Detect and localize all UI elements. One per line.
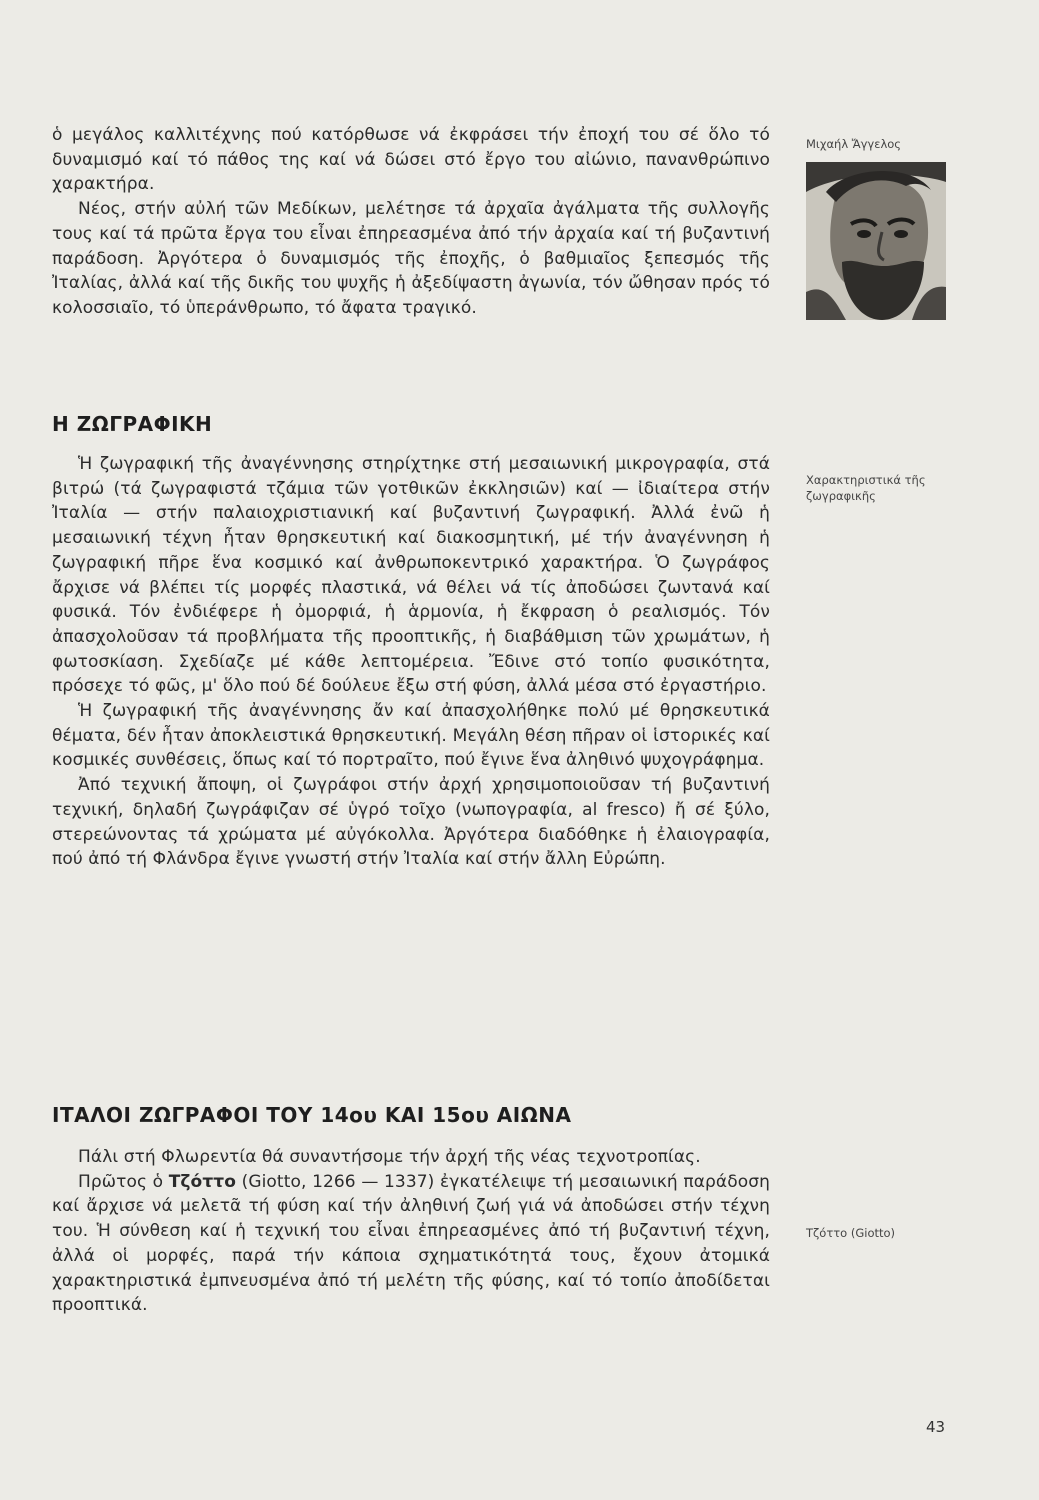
text-block-intro [52, 123, 770, 321]
paragraph: Ἡ ζωγραφική τῆς ἀναγέννησης ἄν καί ἀπασχολήθηκε πολύ μέ θρησκευτικά θέματα, δέν ἦταν ἀποκλειστικά θρησκευτική. Μεγάλη θέση πῆραν οἱ ἱστορικές καί κοσμικές συνθέσεις, ὅπως καί τό πορτραῖτο, πού ἔγινε ἕνα ἀληθινό ψυχογράφημα. [52, 701, 770, 771]
section-heading-italian-painters: ΙΤΑΛΟΙ ΖΩΓΡΑΦΟΙ ΤΟΥ 14ου ΚΑΙ 15ου ΑΙΩΝΑ [52, 1103, 572, 1127]
page-number: 43 [926, 1418, 946, 1436]
paragraph-start: Πρῶτος ὁ [78, 1171, 169, 1192]
portrait-michelangelo [806, 162, 946, 320]
paragraph: ὁ μεγάλος καλλιτέχνης πού κατόρθωσε νά ἐκφράσει τήν ἐποχή του σέ ὅλο τό δυναμισμό καί τό πάθος της καί νά δώσει στό ἔργο του αἰώνιο, πανανθρώπινο χαρακτήρα. [52, 125, 770, 195]
paragraph: Ἡ ζωγραφική τῆς ἀναγέννησης στηρίχτηκε στή μεσαιωνική μικρογραφία, στά βιτρώ (τά ζωγραφιστά τζάμια τῶν γοτθικῶν ἐκκλησιῶν) καί — ἰδιαίτερα στήν Ἰταλία — στήν παλαιοχριστιανική καί βυζαντινή ζωγραφική. Ἀλλά ἐνῶ ἡ μεσαιωνική τέχνη ἦταν θρησκευτική καί διακοσμητική, μέ τήν ἀναγέννηση ἡ ζωγραφική πῆρε ἕνα κοσμικό καί ἀνθρωποκεντρικό χαρακτήρα. Ὁ ζωγράφος ἄρχισε νά βλέπει τίς μορφές πλαστικά, νά θέλει νά τίς ἀποδώσει ζωντανά καί φυσικά. Τόν ἐνδιέφερε ἡ ὀμορφιά, ἡ ἁρμονία, ἡ ἔκφραση ὁ ρεαλισμός. Τόν ἀπασχολοῦσαν τά προβλήματα τῆς προοπτικῆς, ἡ διαβάθμιση τῶν χρωμάτων, ἡ φωτοσκίαση. Σχεδίαζε μέ κάθε λεπτομέρεια. Ἔδινε στό τοπίο φυσικότητα, πρόσεχε τό φῶς, μ' ὅλο πού δέ δούλευε ἔξω στή φύση, ἀλλά μέσα στό ἐργαστήριο. [52, 454, 770, 697]
sidenote-painting-characteristics: Χαρακτηριστικά τῆς ζωγραφικῆς [806, 473, 926, 503]
paragraph [52, 1170, 770, 1318]
portrait-drawing [806, 162, 946, 320]
sidenote-michelangelo: Μιχαήλ Ἄγγελος [806, 137, 902, 151]
paragraph: Ἀπό τεχνική ἄποψη, οἱ ζωγράφοι στήν ἀρχή χρησιμοποιοῦσαν τή βυζαντινή τεχνική, δηλαδή ζωγράφιζαν σέ ὑγρό τοῖχο (νωπογραφία, al fresco) ἤ σέ ξύλο, στερεώνοντας τά χρώματα μέ αὐγόκολλα. Ἀργότερα διαδόθηκε ἡ ἐλαιογραφία, πού ἀπό τή Φλάνδρα ἔγινε γνωστή στήν Ἰταλία καί στήν ἄλλη Εὐρώπη. [52, 775, 770, 870]
text-block-italian-painters [52, 1145, 770, 1318]
sidenote-giotto: Τζόττο (Giotto) [806, 1226, 896, 1240]
paragraph-rest: (Giotto, 1266 — 1337) ἐγκατέλειψε τή μεσαιωνική παράδοση καί ἄρχισε νά μελετᾶ τή φύση καί τήν ἀληθινή ζωή γιά νά ἀποδώσει στήν τέχνη του. Ἡ σύνθεση καί ἡ τεχνική του εἶναι ἐπηρεασμένες ἀπό τή βυζαντινή τέχνη, ἀλλά οἱ μορφές, παρά τήν κάποια σχηματικότητά τους, ἔχουν ἀτομικά χαρακτηριστικά ἐμπνευσμένα ἀπό τή μελέτη τῆς φύσης, καί τό τοπίο ἀποδίδεται προοπτικά. [52, 1171, 770, 1316]
paragraph: Πάλι στή Φλωρεντία θά συναντήσομε τήν ἀρχή τῆς νέας τεχνοτροπίας. [78, 1147, 701, 1167]
painter-name-giotto: Τζόττο [168, 1171, 237, 1192]
paragraph: Νέος, στήν αὐλή τῶν Μεδίκων, μελέτησε τά ἀρχαῖα ἀγάλματα τῆς συλλογῆς τους καί τά πρῶτα ἔργα του εἶναι ἐπηρεασμένα ἀπό τήν ἀρχαία καί τή βυζαντινή παράδοση. Ἀργότερα ὁ δυναμισμός τῆς ἐποχῆς, ὁ βαθμιαῖος ξεπεσμός τῆς Ἰταλίας, ἀλλά καί τῆς δικῆς του ψυχῆς ἡ ἀξεδίψαστη ἀγωνία, τόν ὤθησαν πρός τό κολοσσιαῖο, τό ὑπεράνθρωπο, τό ἄφατα τραγικό. [52, 199, 770, 318]
section-heading-painting: Η ΖΩΓΡΑΦΙΚΗ [52, 412, 213, 436]
text-block-painting [52, 452, 770, 872]
